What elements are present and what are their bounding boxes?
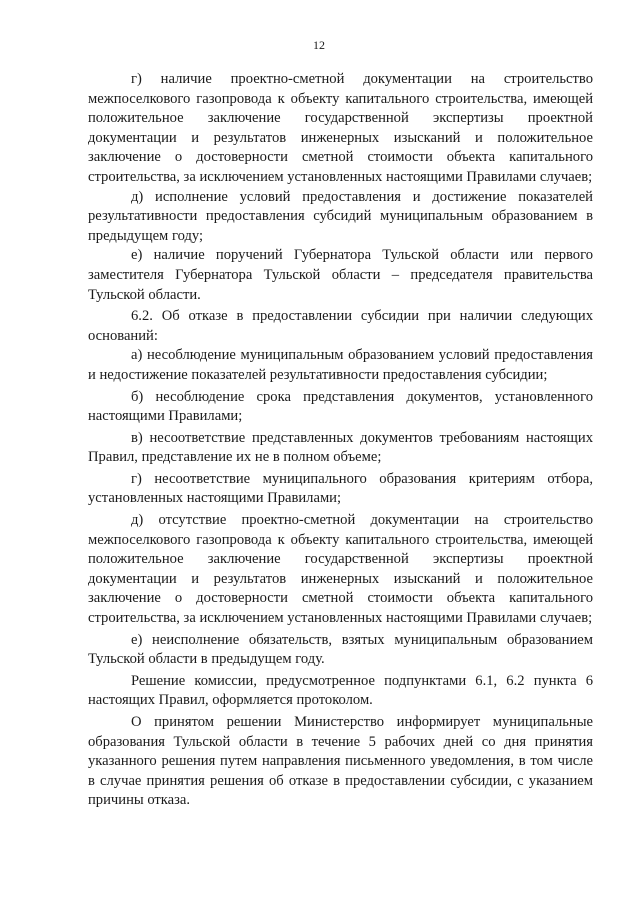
document-body	[88, 70, 593, 811]
paragraph-b-deadline: б) несоблюдение срока представления документов, установленного настоящими Правилами;	[88, 388, 593, 425]
paragraph-d-absence: д) отсутствие проектно-сметной документации на строительство межпоселкового газопровода к объекту капитального строительства, имеющей положительное заключение государственной экспертизы проектной документации и результатов инженерных изысканий и положительное заключение о достоверности сметной стоимости объекта капитального строительства, за исключением установленных настоящими Правилами случаев;	[88, 512, 593, 627]
paragraph-g-availability: г) наличие проектно-сметной документации на строительство межпоселкового газопровода к объекту капитального строительства, имеющей положительное заключение государственной экспертизы проектной документации и результатов инженерных изысканий и положительное заключение о достоверности сметной стоимости объекта капитального строительства, за исключением установленных настоящими Правилами случаев;	[88, 71, 593, 185]
page-number: 12	[313, 38, 325, 52]
paragraph-e-governor-orders: е) наличие поручений Губернатора Тульской области или первого заместителя Губернатора Тульской области – председателя правительства Тульской области.	[88, 247, 593, 303]
paragraph-v-mismatch: в) несоответствие представленных документов требованиям настоящих Правил, представление их не в полном объеме;	[88, 429, 593, 466]
paragraph-commission-decision: Решение комиссии, предусмотренное подпунктами 6.1, 6.2 пункта 6 настоящих Правил, оформляется протоколом.	[88, 672, 593, 709]
paragraph-e-nonfulfillment: е) неисполнение обязательств, взятых муниципальным образованием Тульской области в предыдущем году.	[88, 631, 593, 668]
paragraph-g-criteria: г) несоответствие муниципального образования критериям отбора, установленных настоящими Правилами;	[88, 470, 593, 507]
paragraph-d-fulfillment: д) исполнение условий предоставления и достижение показателей результативности предоставления субсидий муниципальным образованием в предыдущем году;	[88, 188, 593, 244]
paragraph-6-2-refusal: 6.2. Об отказе в предоставлении субсидии при наличии следующих оснований:	[88, 308, 593, 344]
paragraph-a-noncompliance: а) несоблюдение муниципальным образованием условий предоставления и недостижение показателей результативности предоставления субсидии;	[88, 347, 593, 383]
paragraph-ministry-notice: О принятом решении Министерство информирует муниципальные образования Тульской области в течение 5 рабочих дней со дня принятия указанного решения путем направления письменного уведомления, в том числе в случае принятия решения об отказе в предоставлении субсидии, с указанием причины отказа.	[88, 714, 593, 809]
